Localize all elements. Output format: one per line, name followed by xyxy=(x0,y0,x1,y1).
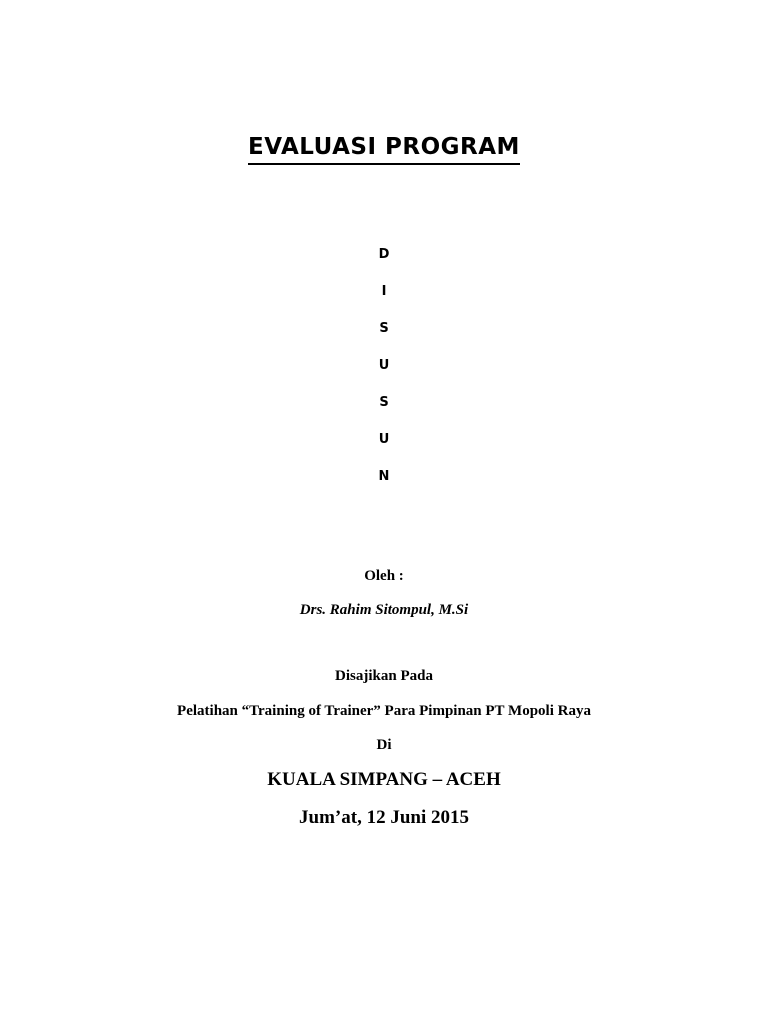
author-name: Drs. Rahim Sitompul, M.Si xyxy=(299,602,469,618)
vertical-letter: I xyxy=(381,284,387,299)
at-label: Di xyxy=(376,737,392,753)
vertical-letter: U xyxy=(378,432,390,447)
event-name: Pelatihan “Training of Trainer” Para Pimpinan PT Mopoli Raya xyxy=(177,703,591,719)
location: KUALA SIMPANG – ACEH xyxy=(267,769,501,790)
document-title-text: EVALUASI PROGRAM xyxy=(248,132,520,165)
vertical-letter: S xyxy=(379,321,389,336)
vertical-letter: D xyxy=(378,247,390,262)
vertical-letters xyxy=(0,243,768,502)
presented-label: Disajikan Pada xyxy=(335,668,433,684)
vertical-letter: U xyxy=(378,358,390,373)
vertical-letter: S xyxy=(379,395,389,410)
by-label: Oleh : xyxy=(364,568,404,584)
vertical-letter: N xyxy=(378,469,390,484)
document-title xyxy=(0,130,768,165)
date: Jum’at, 12 Juni 2015 xyxy=(299,807,469,828)
